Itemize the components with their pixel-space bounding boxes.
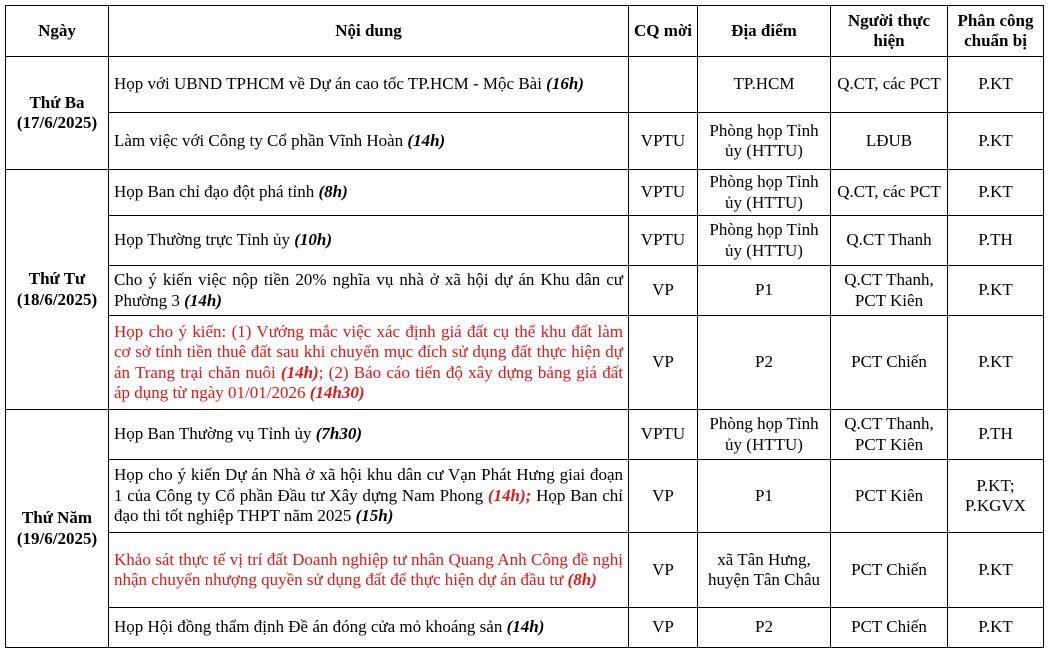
content-cell — [109, 316, 629, 410]
content-time: (8h) — [318, 182, 348, 202]
table-row — [6, 460, 1044, 533]
prep-cell: P.KT — [948, 533, 1044, 608]
content-time: (10h) — [294, 230, 333, 250]
content-text: Khảo sát thực tế vị trí đất Doanh nghiệp tư nhân Quang Anh Công đề nghị nhận chuyển nhượng quyền sử dụng đất để thực hiện dự án đầu tư — [114, 549, 623, 589]
table-row — [6, 608, 1044, 648]
day-date: (17/6/2025) — [16, 113, 98, 132]
content-text: Họp Ban Thường vụ Tỉnh ủy — [114, 424, 316, 444]
content-time: (8h) — [567, 570, 597, 589]
content-time: (14h) — [280, 362, 319, 382]
prep-cell: P.KT — [948, 266, 1044, 316]
content-cell — [109, 57, 629, 113]
location-cell: Phòng họp Tỉnh ủy (HTTU) — [698, 170, 831, 216]
header-day: Ngày — [6, 6, 109, 57]
content-time: (14h); — [487, 485, 532, 505]
content-cell — [109, 533, 629, 608]
content-text: Họp Thường trực Tỉnh ủy — [114, 230, 295, 250]
prep-cell: P.KT — [948, 57, 1044, 113]
agency-cell: VP — [629, 533, 698, 608]
content-time: (16h) — [546, 74, 584, 94]
prep-cell: P.KT — [948, 170, 1044, 216]
day-name: Thứ Tư — [28, 269, 86, 288]
person-cell: PCT Chiến — [831, 533, 948, 608]
agency-cell: VP — [629, 608, 698, 648]
person-cell: LĐUB — [831, 113, 948, 170]
location-cell: P2 — [698, 608, 831, 648]
content-cell — [109, 410, 629, 460]
content-time-2: (15h) — [355, 506, 394, 526]
day-cell — [6, 170, 109, 410]
content-cell — [109, 460, 629, 533]
table-row — [6, 216, 1044, 266]
person-cell: PCT Chiến — [831, 316, 948, 410]
prep-cell: P.KT; P.KGVX — [948, 460, 1044, 533]
day-name: Thứ Năm — [21, 508, 93, 527]
person-cell: Q.CT Thanh — [831, 216, 948, 266]
content-text: Họp Hội đồng thẩm định Đề án đóng cửa mỏ khoáng sản — [114, 617, 507, 637]
content-text-2: ; (2) Báo cáo tiến độ xây dựng bảng giá đất áp dụng từ ngày 01/01/2026 — [114, 362, 623, 402]
header-prep: Phân công chuẩn bị — [948, 6, 1044, 57]
content-cell — [109, 113, 629, 170]
content-text: Họp với UBND TPHCM về Dự án cao tốc TP.HCM - Mộc Bài — [114, 74, 547, 94]
location-cell: P2 — [698, 316, 831, 410]
content-cell — [109, 266, 629, 316]
prep-cell: P.KT — [948, 113, 1044, 170]
schedule-table — [5, 5, 1044, 648]
agency-cell — [629, 57, 698, 113]
content-text-2: Họp Ban chỉ đạo thi tốt nghiệp THPT năm 2025 — [114, 485, 623, 526]
person-cell: Q.CT, các PCT — [831, 170, 948, 216]
day-date: (19/6/2025) — [16, 528, 98, 548]
location-cell: xã Tân Hưng, huyện Tân Châu — [698, 533, 831, 608]
table-row — [6, 410, 1044, 460]
header-person: Người thực hiện — [831, 6, 948, 57]
prep-cell: P.TH — [948, 216, 1044, 266]
agency-cell: VPTU — [629, 170, 698, 216]
location-cell: Phòng họp Tỉnh ủy (HTTU) — [698, 113, 831, 170]
table-row — [6, 113, 1044, 170]
person-cell: Q.CT Thanh, PCT Kiên — [831, 410, 948, 460]
day-date: (18/6/2025) — [16, 289, 98, 309]
agency-cell: VPTU — [629, 410, 698, 460]
content-time-2: (14h30) — [309, 383, 365, 402]
prep-cell: P.KT — [948, 608, 1044, 648]
header-location: Địa điểm — [698, 6, 831, 57]
content-cell — [109, 170, 629, 216]
table-row — [6, 57, 1044, 113]
table-row — [6, 266, 1044, 316]
day-name: Thứ Ba — [29, 92, 85, 112]
agency-cell: VP — [629, 460, 698, 533]
day-cell — [6, 57, 109, 170]
table-row — [6, 316, 1044, 410]
content-cell — [109, 608, 629, 648]
content-time: (7h30) — [315, 424, 363, 444]
prep-cell: P.TH — [948, 410, 1044, 460]
content-cell — [109, 216, 629, 266]
content-time: (14h) — [184, 290, 222, 310]
location-cell: P1 — [698, 266, 831, 316]
location-cell: Phòng họp Tỉnh ủy (HTTU) — [698, 410, 831, 460]
person-cell: PCT Kiên — [831, 460, 948, 533]
agency-cell: VP — [629, 266, 698, 316]
content-text: Họp cho ý kiến: (1) Vướng mắc việc xác định giá đất cụ thể khu đất làm cơ sở tính tiền thuê đất sau khi chuyển mục đích sử dụng đất thực hiện dự án Trang trại chăn nuôi — [114, 321, 623, 382]
header-row — [6, 6, 1044, 57]
header-agency: CQ mời — [629, 6, 698, 57]
content-time: (14h) — [407, 130, 446, 150]
agency-cell: VPTU — [629, 216, 698, 266]
person-cell: Q.CT Thanh, PCT Kiên — [831, 266, 948, 316]
prep-cell: P.KT — [948, 316, 1044, 410]
content-text: Cho ý kiến việc nộp tiền 20% nghĩa vụ nhà ở xã hội dự án Khu dân cư Phường 3 — [114, 270, 623, 310]
location-cell: TP.HCM — [698, 57, 831, 113]
table-row — [6, 533, 1044, 608]
person-cell: Q.CT, các PCT — [831, 57, 948, 113]
content-text: Họp cho ý kiến Dự án Nhà ở xã hội khu dân cư Vạn Phát Hưng giai đoạn 1 của Công ty Cổ phần Đầu tư Xây dựng Nam Phong — [114, 465, 623, 505]
location-cell: P1 — [698, 460, 831, 533]
person-cell: PCT Chiến — [831, 608, 948, 648]
content-text: Làm việc với Công ty Cổ phần Vĩnh Hoàn — [114, 130, 408, 150]
table-row — [6, 170, 1044, 216]
agency-cell: VP — [629, 316, 698, 410]
header-content: Nội dung — [109, 6, 629, 57]
day-cell — [6, 410, 109, 648]
agency-cell: VPTU — [629, 113, 698, 170]
content-time: (14h) — [506, 617, 545, 637]
content-text: Họp Ban chỉ đạo đột phá tỉnh — [114, 182, 319, 202]
location-cell: Phòng họp Tỉnh ủy (HTTU) — [698, 216, 831, 266]
